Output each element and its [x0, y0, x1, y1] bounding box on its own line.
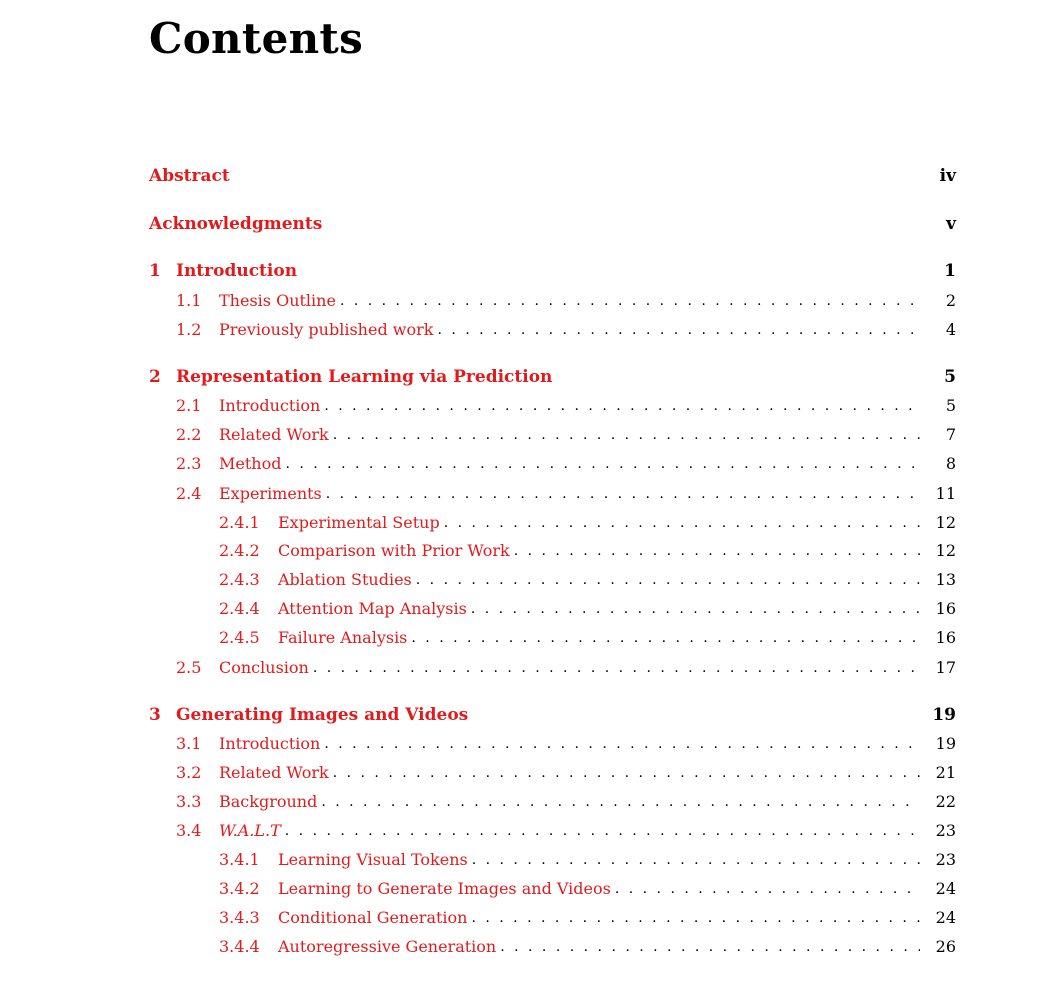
toc-entry-number[interactable]: 3 [149, 705, 161, 725]
toc-entry-number[interactable]: 2.4.4 [219, 599, 260, 618]
toc-entry-number[interactable]: 1.2 [176, 320, 202, 339]
toc-entry-page-number: 4 [945, 320, 956, 339]
toc-dot-leader [471, 908, 920, 928]
toc-dot-leader [615, 879, 920, 899]
toc-dot-leader [444, 513, 920, 533]
toc-entry-subsection[interactable] [219, 850, 956, 871]
toc-entry-title[interactable]: Introduction [219, 734, 321, 753]
toc-dot-leader [437, 320, 920, 340]
toc-entry-title[interactable]: Representation Learning via Prediction [176, 367, 553, 387]
toc-entry-title[interactable]: Generating Images and Videos [176, 705, 469, 725]
toc-entry-number[interactable]: 2.4.3 [219, 570, 260, 589]
toc-entry-number[interactable]: 2.3 [176, 454, 202, 473]
toc-dot-leader [471, 599, 920, 619]
toc-entry-number[interactable]: 3.4.2 [219, 879, 260, 898]
toc-entry-subsection[interactable] [219, 937, 956, 958]
toc-entry-title[interactable]: Method [219, 454, 282, 473]
toc-entry-title[interactable]: Introduction [176, 261, 298, 281]
toc-entry-title[interactable]: W.A.L.T [219, 821, 281, 840]
toc-entry-page-number: 21 [935, 763, 956, 782]
toc-entry-number[interactable]: 3.1 [176, 734, 202, 753]
toc-entry-chapter[interactable] [149, 705, 956, 725]
toc-dot-leader [285, 821, 920, 841]
toc-entry-section[interactable] [176, 454, 956, 475]
toc-entry-subsection[interactable] [219, 879, 956, 900]
toc-entry-chapter[interactable] [149, 261, 956, 281]
toc-entry-subsection[interactable] [219, 599, 956, 620]
toc-entry-title[interactable]: Ablation Studies [278, 570, 412, 589]
toc-entry-title[interactable]: Attention Map Analysis [278, 599, 467, 618]
toc-entry-title[interactable]: Abstract [149, 166, 230, 186]
toc-dot-leader [333, 425, 920, 445]
toc-entry-title[interactable]: Related Work [219, 763, 329, 782]
toc-dot-leader [285, 454, 920, 474]
toc-entry-page-number: 1 [944, 261, 956, 281]
toc-entry-section[interactable] [176, 396, 956, 417]
toc-entry-number[interactable]: 2.1 [176, 396, 202, 415]
toc-entry-number[interactable]: 1.1 [176, 291, 202, 310]
toc-entry-title[interactable]: Failure Analysis [278, 628, 408, 647]
toc-entry-number[interactable]: 3.2 [176, 763, 202, 782]
toc-entry-subsection[interactable] [219, 570, 956, 591]
toc-dot-leader [313, 658, 920, 678]
toc-entry-title[interactable]: Experiments [219, 484, 322, 503]
toc-entry-section[interactable] [176, 734, 956, 755]
toc-entry-number[interactable]: 2.4.2 [219, 541, 260, 560]
toc-entry-page-number: 26 [935, 937, 956, 956]
toc-entry-page-number: 23 [935, 850, 956, 869]
toc-entry-number[interactable]: 3.4 [176, 821, 202, 840]
toc-entry-number[interactable]: 3.4.3 [219, 908, 260, 927]
toc-entry-section[interactable] [176, 821, 956, 842]
toc-entry-section[interactable] [176, 484, 956, 505]
toc-dot-leader [324, 396, 920, 416]
toc-entry-page-number: 24 [935, 908, 956, 927]
toc-entry-page-number: 24 [935, 879, 956, 898]
toc-entry-section[interactable] [176, 763, 956, 784]
toc-entry-title[interactable]: Conditional Generation [278, 908, 468, 927]
toc-dot-leader [500, 937, 920, 957]
toc-dot-leader [514, 541, 920, 561]
toc-entry-title[interactable]: Background [219, 792, 318, 811]
toc-dot-leader [321, 792, 920, 812]
toc-entry-page-number: 8 [945, 454, 956, 473]
toc-entry-page-number: 16 [935, 599, 956, 618]
toc-dot-leader [416, 570, 920, 590]
toc-entry-subsection[interactable] [219, 628, 956, 649]
toc-dot-leader [326, 484, 920, 504]
toc-entry-number[interactable]: 2.2 [176, 425, 202, 444]
toc-entry-page-number: 11 [935, 484, 956, 503]
toc-entry-section[interactable] [176, 792, 956, 813]
toc-entry-page-number: 22 [935, 792, 956, 811]
toc-entry-number[interactable]: 1 [149, 261, 161, 281]
toc-entry-page-number: 23 [935, 821, 956, 840]
toc-entry-title[interactable]: Comparison with Prior Work [278, 541, 510, 560]
toc-dot-leader [324, 734, 920, 754]
toc-entry-subsection[interactable] [219, 908, 956, 929]
toc-entry-number[interactable]: 3.3 [176, 792, 202, 811]
toc-entry-number[interactable]: 2 [149, 367, 161, 387]
toc-entry-title[interactable]: Thesis Outline [219, 291, 336, 310]
toc-entry-number[interactable]: 3.4.4 [219, 937, 260, 956]
toc-entry-title[interactable]: Previously published work [219, 320, 434, 339]
toc-entry-title[interactable]: Conclusion [219, 658, 309, 677]
toc-entry-number[interactable]: 2.4.1 [219, 513, 260, 532]
toc-entry-page-number: 16 [935, 628, 956, 647]
toc-entry-chapter[interactable] [149, 166, 956, 186]
toc-entry-page-number: 13 [935, 570, 956, 589]
toc-entry-title[interactable]: Learning to Generate Images and Videos [278, 879, 611, 898]
toc-entry-section[interactable] [176, 658, 956, 679]
toc-entry-chapter[interactable] [149, 214, 956, 234]
toc-dot-leader [472, 850, 920, 870]
toc-dot-leader [340, 291, 920, 311]
toc-entry-number[interactable]: 2.5 [176, 658, 202, 677]
toc-dot-leader [411, 628, 920, 648]
toc-entry-section[interactable] [176, 291, 956, 312]
toc-entry-page-number: iv [939, 166, 956, 186]
toc-dot-leader [333, 763, 920, 783]
toc-entry-title[interactable]: Learning Visual Tokens [278, 850, 468, 869]
toc-entry-page-number: 12 [935, 541, 956, 560]
page-title: Contents [149, 14, 364, 63]
toc-entry-number[interactable]: 2.4.5 [219, 628, 260, 647]
toc-entry-page-number: 19 [935, 734, 956, 753]
toc-entry-page-number: 5 [945, 396, 956, 415]
toc-entry-page-number: 2 [945, 291, 956, 310]
toc-entry-page-number: 5 [944, 367, 956, 387]
toc-entry-subsection[interactable] [219, 513, 956, 534]
toc-entry-page-number: 17 [935, 658, 956, 677]
toc-entry-chapter[interactable] [149, 367, 956, 387]
toc-entry-page-number: 12 [935, 513, 956, 532]
toc-entry-title[interactable]: Acknowledgments [149, 214, 323, 234]
toc-entry-title[interactable]: Introduction [219, 396, 321, 415]
toc-entry-page-number: v [946, 214, 956, 234]
toc-entry-title[interactable]: Autoregressive Generation [278, 937, 497, 956]
toc-entry-title[interactable]: Experimental Setup [278, 513, 440, 532]
toc-entry-number[interactable]: 2.4 [176, 484, 202, 503]
toc-entry-page-number: 19 [932, 705, 956, 725]
toc-entry-section[interactable] [176, 320, 956, 341]
toc-entry-title[interactable]: Related Work [219, 425, 329, 444]
toc-entry-subsection[interactable] [219, 541, 956, 562]
toc-entry-number[interactable]: 3.4.1 [219, 850, 260, 869]
toc-entry-section[interactable] [176, 425, 956, 446]
toc-entry-page-number: 7 [945, 425, 956, 444]
